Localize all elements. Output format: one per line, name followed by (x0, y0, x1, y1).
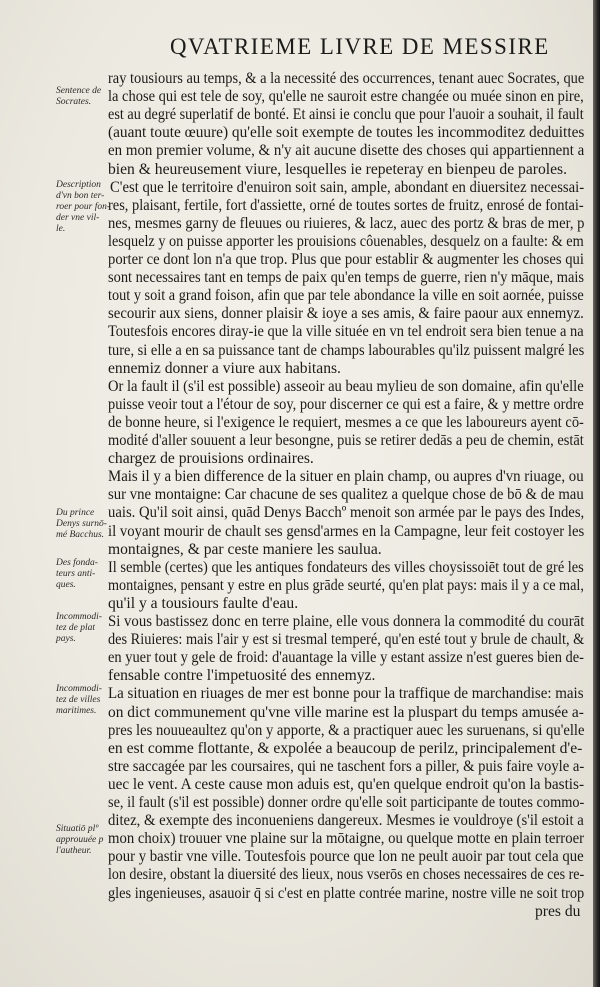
margin-note-line: approuuée p (56, 835, 104, 845)
text-line: Toutesfois encores diray-ie que la ville située en vn tel endroit sera bien tenue a na (108, 323, 584, 341)
margin-note-line: teurs anti- (56, 569, 96, 579)
text-line: res, plaisant, fertile, fort d'assiette, orné de toutes sortes de fruitz, enrosé de fontai- (108, 196, 584, 214)
margin-note (56, 508, 107, 541)
page-edge-shadow (593, 0, 600, 987)
margin-note-line: tez de plat (56, 623, 96, 633)
margin-note-line: Situatiō plº (56, 824, 99, 834)
margin-note (56, 612, 102, 645)
text-line: C'est que le territoire d'enuiron soit sain, ample, abondant en diuersitez necessai- (110, 178, 585, 196)
text-line: ray tousiours au temps, & a la necessité des occurrences, tenant auec Socrates, que (108, 70, 585, 87)
text-line: Si vous bastissez donc en terre plaine, elle vous donnera la commodité du courāt (108, 613, 585, 630)
margin-note-line: tez de villes (56, 695, 101, 705)
text-line: ditez, & exempte des inconueniens dangereux. Mesmes ie vouldroye (s'il estoit a (108, 812, 584, 830)
text-line: en yuer tout y gele de froid: d'auantage la ville y estant assize n'est gueres bien de- (108, 649, 584, 667)
text-line: La situation en riuages de mer est bonne pour la traffique de marchandise: mais (108, 685, 584, 703)
text-line: Or la fault il (s'il est possible) asseoir au beau mylieu de son domaine, afin qu'elle (108, 377, 584, 395)
running-head: QVATRIEME LIVRE DE MESSIRE (170, 34, 550, 59)
text-line: tout y soit a grand foison, afin que par tele abondance la ville en soit aornée, puisse (108, 287, 584, 305)
margin-note-line: der vne vil- (56, 213, 100, 223)
margin-note-line: mé Bacchus. (56, 530, 105, 540)
margin-note-line: Incommodi- (56, 684, 102, 694)
text-line: uec le vent. A ceste cause mon aduis est, qu'en quelque endroit qu'on la bastis- (108, 775, 585, 793)
text-line: fensable contre l'impetuosité des ennemyz. (108, 667, 376, 685)
margin-note-line: roer pour fon- (56, 202, 111, 212)
text-line: pres les nouueaultez qu'on y apporte, & a practiquer auec les suruenans, si qu'elle (108, 721, 585, 739)
margin-note-line: maritimes. (56, 706, 97, 716)
text-line: modité d'aller souuent a leur besongne, puis se retirer dedās a peu de chemin, estāt (108, 432, 584, 449)
margin-note-line: Sentence de (56, 86, 102, 96)
text-line: pres du (535, 902, 581, 920)
margin-note-line: pays. (56, 634, 76, 644)
text-line: ture, si elle a en sa puissance tant de champs labourables qu'ilz puissent malgré les (108, 341, 585, 359)
text-line: porter ce dont lon n'a que trop. Plus que pour establir & augmenter les choses qui (108, 251, 584, 268)
text-line: la chose qui est tele de soy, qu'elle ne sauroit estre changée ou muée sinon en pire, (108, 88, 584, 106)
text-line: sont necessaires tant en temps de paix qu'en temps de guerre, rien n'y māque, mais (108, 269, 585, 287)
margin-note (56, 684, 102, 717)
text-line: chargez de prouisions ordinaires. (108, 450, 314, 468)
text-line: pour y bastir vne ville. Toutesfois pource que lon ne peult auoir par tout cela que (108, 848, 584, 866)
margin-note-line: d'vn bon ter- (56, 191, 105, 201)
margin-note-line: ques. (56, 580, 76, 590)
margin-note-line: Description (56, 180, 101, 190)
text-line: montaignes, & par ceste maniere les saulua. (108, 540, 382, 558)
text-line: en est comme flottante, & expolée a beaucoup de perilz, principalement d'e- (108, 739, 583, 757)
text-line: bien & heureusement viure, lesquelles ie repeteray en bienpeu de paroles. (108, 160, 567, 178)
text-line: nes, mesmes garny de fleuues ou riuieres, & lacz, auec des portz & bras de mer, p (108, 214, 585, 232)
margin-note-line: l'autheur. (56, 846, 92, 856)
margin-note-line: Des fonda- (56, 558, 98, 568)
margin-note (56, 558, 98, 591)
text-line: mon choix) trouuer vne plaine sur la mōtaigne, ou quelque motte en plain terroer (108, 830, 585, 848)
text-line: montaignes, pensant y estre en plus grāde seurté, qu'en plat pays: mais il y a ce mal, (108, 576, 584, 594)
margin-note-line: Incommodi- (56, 612, 102, 622)
text-line: lon desire, obstant la diuersité des lieux, nous vserōs en choses necessaires de ces re- (108, 866, 585, 884)
text-line: Mais il y a bien difference de la situer en plain champ, ou aupres d'vn riuage, ou (108, 468, 584, 486)
text-line: (auant toute œuure) qu'elle soit exempte de toutes les incommoditez deduittes (108, 124, 585, 142)
text-line: de bonne heure, si l'exigence le requiert, mesmes a ce que les laboureurs ayent cō- (108, 413, 584, 431)
text-line: qu'il y a tousiours faulte d'eau. (108, 594, 299, 612)
margin-note (56, 824, 103, 857)
text-line: sur vne montaigne: Car chacune de ses qualitez a quelque chose de bō & de mau (108, 486, 584, 504)
text-line: uais. Qu'il soit ainsi, quād Denys Bacchº menoit son armée par le pays des Indes, (108, 504, 585, 522)
text-line: est au degré superlatif de bonté. Et ainsi ie conclu que pour l'auoir a souhait, il fault (108, 106, 584, 124)
text-line: des Riuieres: mais l'air y est si tresmal temperé, qu'en esté tout y brule de chault, & (108, 631, 585, 649)
margin-note (56, 180, 110, 235)
text-line: secourir aux siens, donner plaisir & ioye a ses amis, & faire paour aux ennemyz. (108, 305, 584, 323)
margin-note-line: Denys surnō- (56, 519, 107, 529)
text-line: Il semble (certes) que les antiques fondateurs des villes choysissoiēt tout de gré les (108, 558, 584, 576)
margin-note-line: Socrates. (56, 97, 92, 107)
margin-note-line: le. (56, 224, 66, 234)
text-line: on dict communement qu'vne ville marine est la pluspart du temps amusée a- (108, 703, 584, 721)
text-line: il voyant mourir de chault ses gensd'armes en la Campagne, leur feit costoyer les (108, 522, 585, 540)
text-line: ennemiz donner a viure aux habitans. (108, 359, 341, 377)
margin-note-line: Du prince (56, 508, 95, 518)
text-line: gles ingenieuses, asauoir q̄ si c'est en platte contrée marine, nostre ville ne soit trop (108, 884, 585, 902)
text-line: stre saccagée par les coursaires, qui ne taschent fors a piller, & puis faire voyle a- (108, 757, 585, 775)
text-line: se, il fault (s'il est possible) donner ordre qu'elle soit participante de toutes commo- (108, 794, 585, 811)
text-line: en mon premier volume, & n'y ait aucune disette des choses qui appartiennent a (108, 142, 585, 160)
text-line: puisse veoir tout a l'étour de soy, pour discerner ce qui est a faire, & y mettre ordre (108, 395, 584, 413)
text-line: lesquelz y on puisse apporter les prouisions côuenables, desquelz on a faulte: & em (108, 232, 584, 250)
margin-note (56, 86, 101, 108)
